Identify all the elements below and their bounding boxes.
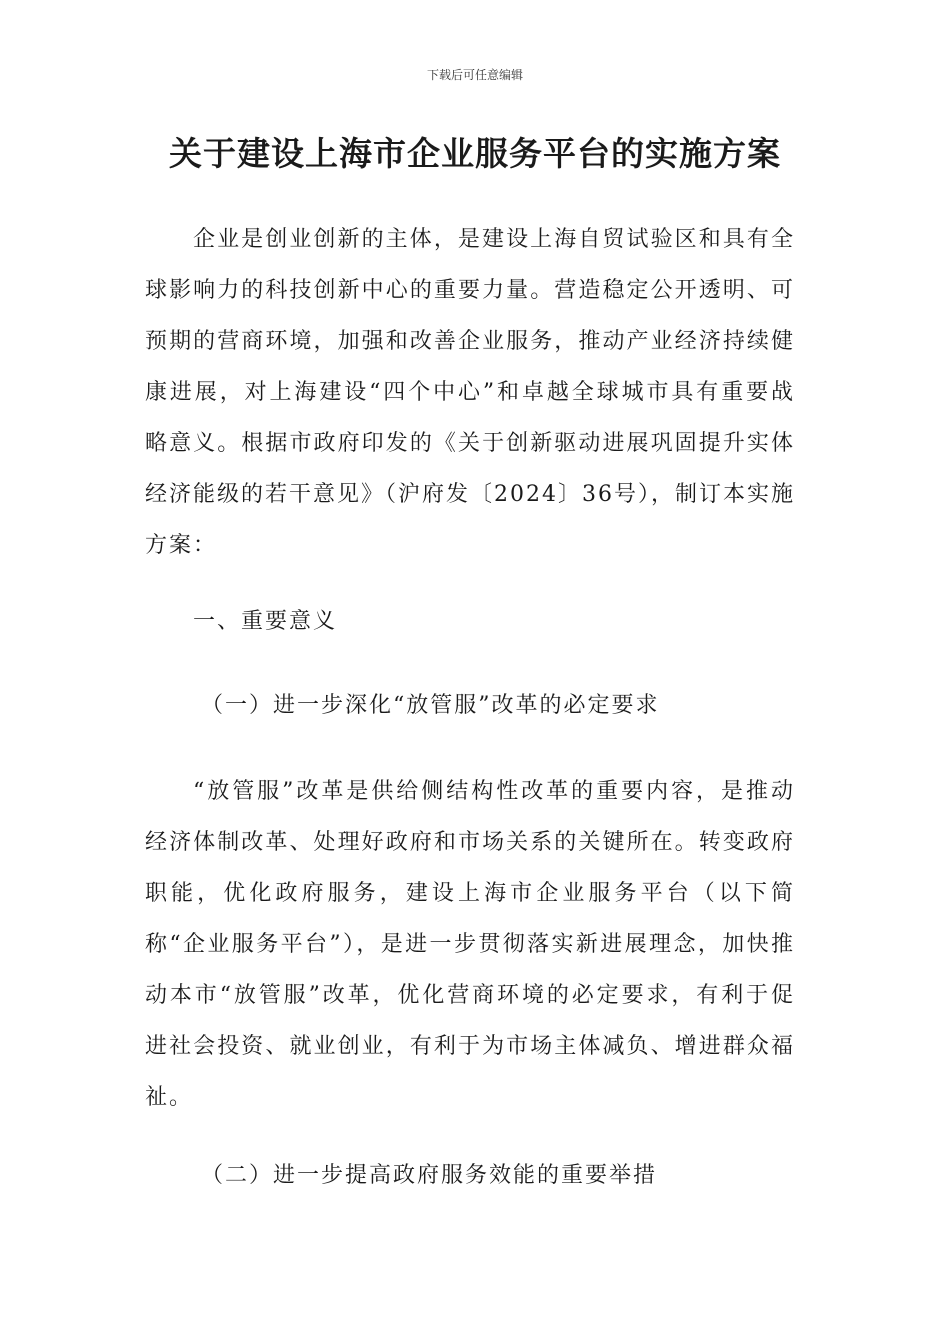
document-title: 关于建设上海市企业服务平台的实施方案 <box>169 134 781 173</box>
subsection-1 <box>145 680 795 731</box>
subsection-1-paragraph: “放管服”改革是供给侧结构性改革的重要内容，是推动经济体制改革、处理好政府和市场关系的关键所在。转变政府职能，优化政府服务，建设上海市企业服务平台（以下简称“企业服务平台”），是进一步贯彻落实新进展理念，加快推动本市“放管服”改革，优化营商环境的必定要求，有利于促进社会投资、就业创业，有利于为市场主体减负、增进群众福祉。 <box>145 779 795 1110</box>
subsection-1-body <box>145 766 795 1123</box>
section-1-heading: 一、重要意义 <box>193 609 338 634</box>
section-1 <box>145 596 795 647</box>
subsection-2 <box>145 1150 795 1201</box>
subsection-1-heading: （一）进一步深化“放管服”改革的必定要求 <box>201 693 660 718</box>
header-note: 下载后可任意编辑 <box>426 68 523 82</box>
intro-paragraph: 企业是创业创新的主体，是建设上海自贸试验区和具有全球影响力的科技创新中心的重要力量。营造稳定公开透明、可预期的营商环境，加强和改善企业服务，推动产业经济持续健康进展，对上海建设“四个中心”和卓越全球城市具有重要战略意义。根据市政府印发的《关于创新驱动进展巩固提升实体经济能级的若干意见》（沪府发〔2024〕36号），制订本实施方案： <box>145 227 795 558</box>
subsection-2-heading: （二）进一步提高政府服务效能的重要举措 <box>201 1163 658 1188</box>
intro-section <box>145 214 795 571</box>
